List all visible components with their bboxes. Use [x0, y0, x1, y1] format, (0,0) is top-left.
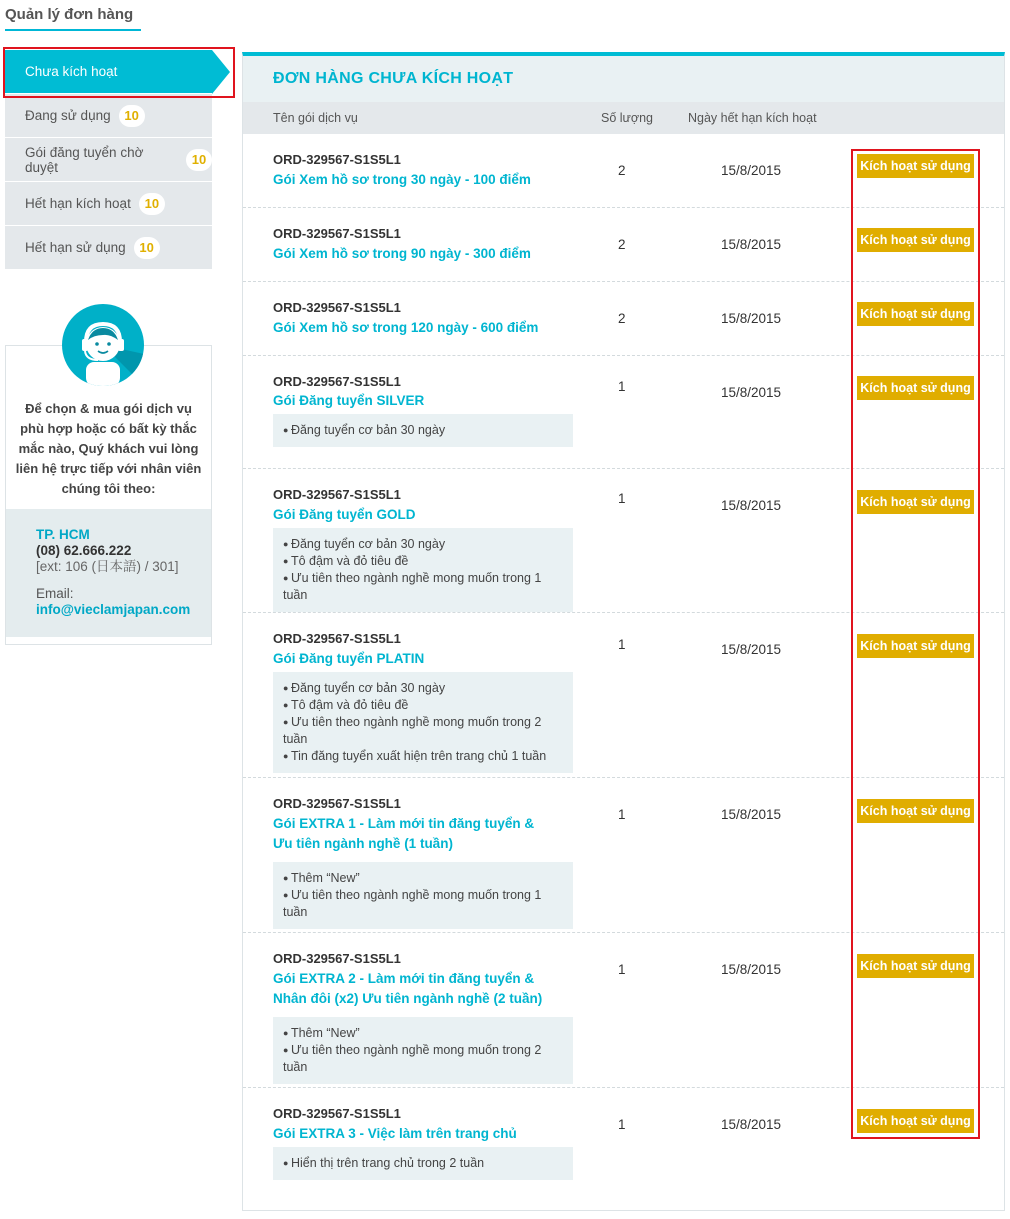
order-expiry: 15/8/2015 — [721, 385, 782, 400]
package-name[interactable]: Gói Đăng tuyển GOLD — [273, 507, 416, 522]
sidebar-item-label: Gói đăng tuyển chờ duyệt — [25, 144, 144, 175]
order-code: ORD-329567-S1S5L1 — [273, 1106, 401, 1121]
activate-button[interactable]: Kích hoạt sử dụng — [857, 954, 974, 978]
order-code: ORD-329567-S1S5L1 — [273, 374, 401, 389]
sidebar-item-label: Chưa kích hoạt — [25, 64, 118, 79]
feature-list — [273, 862, 573, 929]
feature-item: ● Thêm “New” — [283, 870, 563, 887]
feature-item: ● Đăng tuyển cơ bản 30 ngày — [283, 536, 563, 553]
package-name[interactable]: Gói Xem hồ sơ trong 30 ngày - 100 điểm — [273, 172, 531, 187]
order-code: ORD-329567-S1S5L1 — [273, 631, 401, 646]
sidebar-item-pending-approval[interactable] — [5, 138, 212, 182]
contact-email-link[interactable]: info@vieclamjapan.com — [36, 602, 191, 617]
order-code: ORD-329567-S1S5L1 — [273, 226, 401, 241]
contact-ext: [ext: 106 (日本語) / 301] — [36, 559, 179, 574]
feature-item: ● Tô đậm và đỏ tiêu đề — [283, 553, 563, 570]
sidebar-item-label: Đang sử dụng — [25, 108, 111, 123]
order-quantity: 2 — [618, 311, 626, 326]
orders-panel — [242, 52, 1005, 1211]
order-code: ORD-329567-S1S5L1 — [273, 487, 401, 502]
column-header-expiry: Ngày hết hạn kích hoạt — [688, 111, 817, 125]
feature-list — [273, 414, 573, 447]
feature-list — [273, 528, 573, 612]
activate-button[interactable]: Kích hoạt sử dụng — [857, 154, 974, 178]
feature-item: ● Đăng tuyển cơ bản 30 ngày — [283, 422, 563, 439]
feature-item: ● Ưu tiên theo ngành nghề mong muốn trong 1 tuần — [283, 570, 563, 604]
table-row — [243, 778, 1004, 933]
contact-phone: (08) 62.666.222 — [36, 543, 132, 558]
feature-item: ● Hiển thị trên trang chủ trong 2 tuần — [283, 1155, 563, 1172]
sidebar-item-activation-expired[interactable] — [5, 182, 212, 226]
activate-button[interactable]: Kích hoạt sử dụng — [857, 490, 974, 514]
count-badge: 10 — [134, 237, 160, 259]
feature-item: ● Tô đậm và đỏ tiêu đề — [283, 697, 563, 714]
activate-button[interactable]: Kích hoạt sử dụng — [857, 634, 974, 658]
activate-button[interactable]: Kích hoạt sử dụng — [857, 302, 974, 326]
order-expiry: 15/8/2015 — [721, 807, 782, 822]
feature-list — [273, 672, 573, 773]
package-name-line: Nhân đôi (x2) Ưu tiên ngành nghề (2 tuần) — [273, 991, 543, 1006]
activate-button[interactable]: Kích hoạt sử dụng — [857, 376, 974, 400]
contact-email-label: Email: — [36, 586, 74, 601]
order-code: ORD-329567-S1S5L1 — [273, 951, 401, 966]
package-name[interactable]: Gói EXTRA 3 - Việc làm trên trang chủ — [273, 1126, 517, 1141]
support-agent-icon — [62, 304, 144, 386]
sidebar-item-label: Hết hạn kích hoạt — [25, 196, 131, 211]
activate-button[interactable]: Kích hoạt sử dụng — [857, 799, 974, 823]
order-expiry: 15/8/2015 — [721, 237, 782, 252]
page-title-underline — [5, 29, 141, 31]
feature-item: ● Thêm “New” — [283, 1025, 563, 1042]
panel-header — [243, 56, 1004, 102]
order-expiry: 15/8/2015 — [721, 311, 782, 326]
package-name-line: Gói EXTRA 2 - Làm mới tin đăng tuyển & — [273, 971, 535, 986]
sidebar — [5, 50, 212, 270]
feature-item: ● Tin đăng tuyển xuất hiện trên trang chủ 1 tuần — [283, 748, 563, 765]
sidebar-item-in-use[interactable] — [5, 94, 212, 138]
order-quantity: 1 — [618, 807, 626, 822]
table-row — [243, 613, 1004, 778]
package-name[interactable]: Gói Xem hồ sơ trong 90 ngày - 300 điểm — [273, 246, 531, 261]
package-name[interactable]: Gói Đăng tuyển PLATIN — [273, 651, 425, 666]
feature-list — [273, 1017, 573, 1084]
page-title: Quản lý đơn hàng — [5, 6, 134, 23]
activate-button[interactable]: Kích hoạt sử dụng — [857, 1109, 974, 1133]
order-quantity: 1 — [618, 491, 626, 506]
panel-title: ĐƠN HÀNG CHƯA KÍCH HOẠT — [273, 70, 514, 87]
table-header — [243, 102, 1004, 134]
table-row — [243, 208, 1004, 282]
feature-item: ● Ưu tiên theo ngành nghề mong muốn trong 2 tuần — [283, 1042, 563, 1076]
sidebar-item-not-activated[interactable] — [5, 50, 212, 94]
count-badge: 10 — [186, 149, 212, 171]
order-quantity: 1 — [618, 1117, 626, 1132]
package-name[interactable] — [273, 814, 534, 854]
table-row — [243, 469, 1004, 613]
column-header-name: Tên gói dịch vụ — [273, 111, 358, 125]
sidebar-item-usage-expired[interactable] — [5, 226, 212, 270]
count-badge: 10 — [119, 105, 145, 127]
table-row — [243, 1088, 1004, 1198]
sidebar-item-label: Hết hạn sử dụng — [25, 240, 126, 255]
order-expiry: 15/8/2015 — [721, 163, 782, 178]
table-row — [243, 282, 1004, 356]
order-expiry: 15/8/2015 — [721, 642, 782, 657]
support-text: Để chọn & mua gói dịch vụ phù hợp hoặc có bất kỳ thắc mắc nào, Quý khách vui lòng liên hệ trực tiếp với nhân viên chúng tôi theo: — [15, 401, 202, 496]
table-row — [243, 356, 1004, 469]
contact-city: TP. HCM — [36, 527, 90, 542]
feature-list — [273, 1147, 573, 1180]
order-expiry: 15/8/2015 — [721, 962, 782, 977]
feature-item: ● Ưu tiên theo ngành nghề mong muốn trong 2 tuần — [283, 714, 563, 748]
order-quantity: 1 — [618, 962, 626, 977]
order-quantity: 2 — [618, 237, 626, 252]
order-expiry: 15/8/2015 — [721, 498, 782, 513]
feature-item: ● Đăng tuyển cơ bản 30 ngày — [283, 680, 563, 697]
order-quantity: 1 — [618, 379, 626, 394]
order-code: ORD-329567-S1S5L1 — [273, 152, 401, 167]
activate-button[interactable]: Kích hoạt sử dụng — [857, 228, 974, 252]
order-code: ORD-329567-S1S5L1 — [273, 796, 401, 811]
column-header-qty: Số lượng — [601, 111, 654, 125]
table-row — [243, 134, 1004, 208]
order-quantity: 1 — [618, 637, 626, 652]
contact-info — [6, 509, 211, 637]
package-name[interactable] — [273, 969, 542, 1009]
table-row — [243, 933, 1004, 1088]
count-badge: 10 — [139, 193, 165, 215]
package-name[interactable]: Gói Xem hồ sơ trong 120 ngày - 600 điểm — [273, 320, 539, 335]
package-name-line: Gói EXTRA 1 - Làm mới tin đăng tuyển & — [273, 816, 535, 831]
order-expiry: 15/8/2015 — [721, 1117, 782, 1132]
package-name-line: Ưu tiên ngành nghề (1 tuần) — [273, 836, 453, 851]
order-code: ORD-329567-S1S5L1 — [273, 300, 401, 315]
order-quantity: 2 — [618, 163, 626, 178]
feature-item: ● Ưu tiên theo ngành nghề mong muốn trong 1 tuần — [283, 887, 563, 921]
package-name[interactable]: Gói Đăng tuyển SILVER — [273, 393, 425, 408]
